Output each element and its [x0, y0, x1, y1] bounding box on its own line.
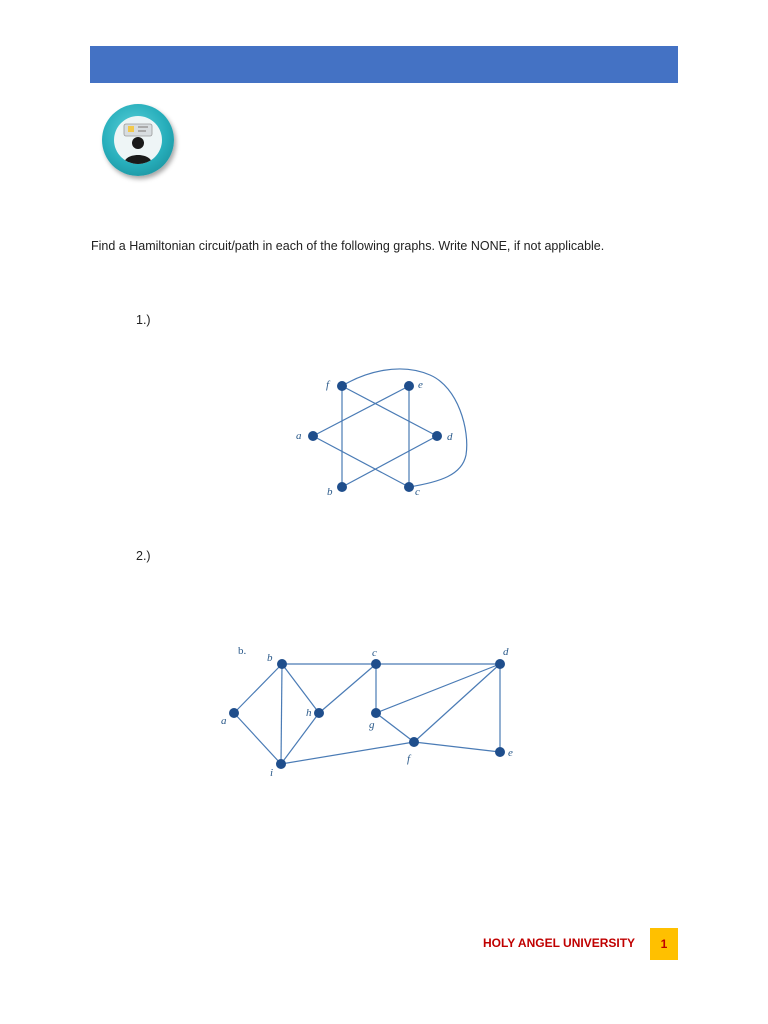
- page-number: 1: [650, 928, 678, 960]
- graph-2-label-d: d: [503, 646, 509, 658]
- graph-2-label-f: f: [407, 753, 411, 765]
- graph-2-node-g: [371, 708, 381, 718]
- graph-2-node-c: [371, 659, 381, 669]
- graph-1-label-a: a: [296, 430, 302, 442]
- graph-1-label-b: b: [327, 486, 333, 498]
- graph-2-edge-h-i: [281, 713, 319, 764]
- graph-1-label-c: c: [415, 486, 420, 498]
- graph-1-edge-b-d: [342, 436, 437, 487]
- graph-1-node-f: [337, 381, 347, 391]
- graph-2-edge-b-i: [281, 664, 282, 764]
- graph-1-label-e: e: [418, 379, 423, 391]
- graph-1-edge-f-d: [342, 386, 437, 436]
- graph-1-label-d: d: [447, 431, 453, 443]
- graph-2-edge-a-i: [234, 713, 281, 764]
- graph-2-node-a: [229, 708, 239, 718]
- graph-2-edge-f-d: [414, 664, 500, 742]
- graph-2: [215, 640, 525, 780]
- graph-2-label-h: h: [306, 707, 312, 719]
- graph-2-edge-g-d: [376, 664, 500, 713]
- graph-2-node-f: [409, 737, 419, 747]
- graph-2-node-i: [276, 759, 286, 769]
- graph-2-edge-b-a: [234, 664, 282, 713]
- graph-1: [290, 360, 480, 500]
- footer-university: HOLY ANGEL UNIVERSITY: [483, 936, 636, 950]
- graph-1-node-b: [337, 482, 347, 492]
- problem-2-label: 2.): [136, 549, 151, 563]
- graph-2-edge-i-f: [281, 742, 414, 764]
- graph-2-label-e: e: [508, 747, 513, 759]
- graph-1-edge-e-a: [313, 386, 409, 436]
- graph-2-label-a: a: [221, 715, 227, 727]
- graph-2-label-b: b: [267, 652, 273, 664]
- graph-1-node-d: [432, 431, 442, 441]
- graph-2-sublabel: b.: [238, 645, 247, 657]
- graph-1-edge-a-c: [313, 436, 409, 487]
- graph-2-edge-g-f: [376, 713, 414, 742]
- graph-1-node-a: [308, 431, 318, 441]
- graph-2-node-d: [495, 659, 505, 669]
- problem-1-label: 1.): [136, 313, 151, 327]
- graph-2-node-b: [277, 659, 287, 669]
- graph-1-label-f: f: [326, 379, 330, 391]
- graph-2-node-e: [495, 747, 505, 757]
- header-bar: [90, 46, 678, 83]
- graph-1-node-e: [404, 381, 414, 391]
- graph-2-edge-h-c: [319, 664, 376, 713]
- graph-2-label-i: i: [270, 767, 274, 779]
- graph-1-node-c: [404, 482, 414, 492]
- graph-2-edge-f-e: [414, 742, 500, 752]
- instructions-text: Find a Hamiltonian circuit/path in each of the following graphs. Write NONE, if not applicable.: [91, 239, 605, 253]
- graph-2-label-c: c: [372, 647, 377, 659]
- graph-2-edge-b-h: [282, 664, 319, 713]
- graph-2-node-h: [314, 708, 324, 718]
- university-seal-icon: [102, 104, 174, 176]
- graph-2-label-g: g: [369, 719, 375, 731]
